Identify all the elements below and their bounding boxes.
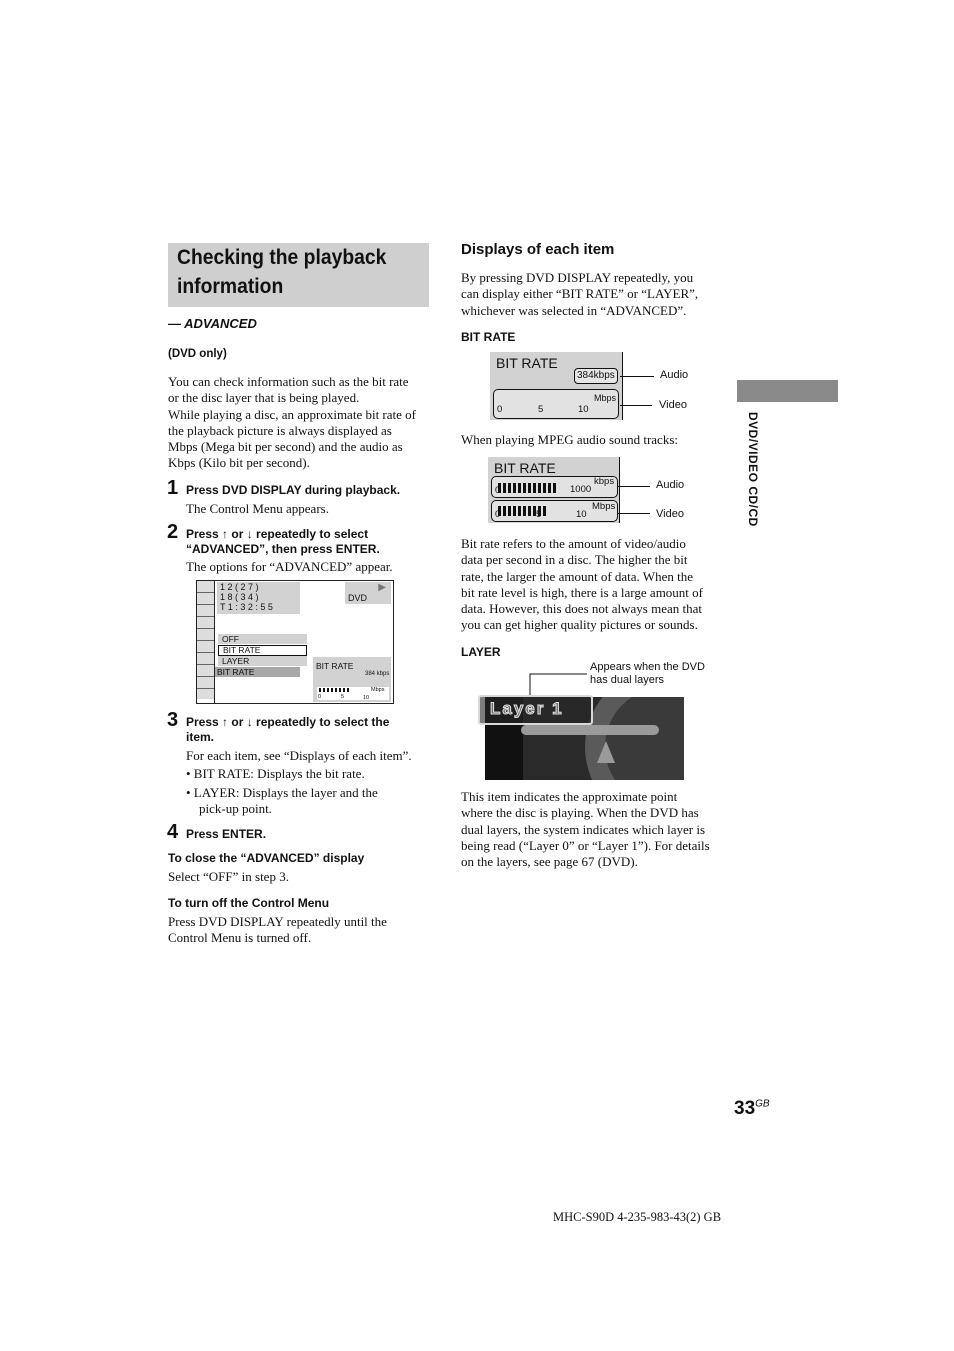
step-4-title: Press ENTER. — [186, 827, 267, 841]
layer-description: This item indicates the approximate point where the disc is playing. When the DVD has dual layers, the system indicates which layer is being read (“Layer 0” or “Layer 1”). For details on the layers, see page 67 (DVD). — [461, 789, 710, 870]
displays-heading: Displays of each item — [461, 241, 615, 258]
step-3-text: For each item, see “Displays of each item”. — [186, 748, 412, 763]
pickup-point-marker — [597, 741, 615, 763]
page-number: $33^{GB}$ — [734, 1098, 770, 1119]
layer-callout-note: Appears when the DVD has dual layers — [590, 661, 705, 686]
video-tick-10: 10 — [578, 404, 589, 415]
panel-tick-0: 0 — [318, 694, 322, 700]
panel-audio-value: 384 kbps — [365, 671, 390, 677]
section-subtitle: — ADVANCED — [168, 316, 257, 331]
playback-status: 1 2 ( 2 7 ) 1 8 ( 3 4 ) T 1 : 3 2 : 5 5 — [217, 582, 300, 614]
displays-intro: By pressing DVD DISPLAY repeatedly, you can display either “BIT RATE” or “LAYER”, whichever was selected in “ADVANCED”. — [461, 270, 699, 318]
video-tick-5: 5 — [538, 404, 544, 415]
audio-tick-0: 0 — [495, 485, 501, 496]
step-2-number: 2 — [167, 521, 179, 543]
step-3-number: 3 — [167, 709, 179, 731]
dvd-only-note: (DVD only) — [168, 348, 227, 360]
mpeg-display-title: BIT RATE — [494, 460, 556, 476]
section-title — [177, 243, 407, 301]
chapter-tab-bar — [737, 380, 838, 402]
disc-type-label: DVD — [348, 593, 368, 603]
menu-option-layer[interactable]: LAYER — [218, 656, 307, 666]
audio-bitrate-value: 384kbps — [574, 368, 618, 384]
menu-icon-column — [197, 581, 215, 703]
turn-off-heading: To turn off the Control Menu — [168, 896, 330, 910]
mpeg-audio-note: When playing MPEG audio sound tracks: — [461, 432, 678, 447]
audio-callout-line — [620, 376, 654, 377]
panel-meter-bars — [319, 688, 351, 692]
step-1-number: 1 — [167, 477, 179, 499]
bit-rate-display-title: BIT RATE — [496, 355, 558, 371]
layer-callout-line — [525, 668, 590, 698]
video-callout-label: Video — [659, 399, 687, 411]
video-callout-line-2 — [617, 513, 650, 514]
section-title-line-2: information — [177, 275, 284, 298]
step-2-title: Press ↑ or ↓ repeatedly to select “ADVANCED”, then press ENTER. — [186, 527, 380, 556]
selected-item-bar: BIT RATE — [215, 667, 300, 677]
bit-rate-description: Bit rate refers to the amount of video/audio data per second in a disc. The higher the bit rate, the larger the amount of data. When the bit rate level is high, there is a large amount of data. However, this does not always mean that you can get higher quality pictures or sounds. — [461, 536, 703, 633]
menu-option-off[interactable]: OFF — [218, 634, 307, 644]
close-display-heading: To close the “ADVANCED” display — [168, 851, 365, 865]
video-bitrate-meter — [493, 389, 619, 419]
menu-option-bit-rate[interactable]: BIT RATE — [218, 645, 307, 656]
video-tick-0: 0 — [497, 404, 503, 415]
panel-video-meter — [317, 687, 389, 700]
bit-rate-heading: BIT RATE — [461, 330, 516, 344]
play-icon: ▶ — [378, 582, 386, 593]
intro-paragraph: You can check information such as the bit rate or the disc layer that is being played. While playing a disc, an approximate bit rate of the playback picture is always displayed as Mbps (Mega bit per second) and the audio as Kbps (Kilo bit per second). — [168, 374, 416, 471]
disc-type-box — [345, 582, 391, 604]
bit-rate-panel-title: BIT RATE — [316, 661, 354, 671]
audio-meter-unit: kbps — [594, 476, 615, 487]
mpeg-bit-rate-display — [488, 457, 620, 523]
step-4-number: 4 — [167, 821, 179, 843]
audio-meter-bars — [498, 480, 558, 498]
bullet-bit-rate: • BIT RATE: Displays the bit rate. — [186, 766, 365, 781]
step-1-text: The Control Menu appears. — [186, 501, 329, 516]
audio-kbps-meter — [491, 476, 618, 498]
turn-off-text: Press DVD DISPLAY repeatedly until the Control Menu is turned off. — [168, 914, 387, 946]
step-1-title: Press DVD DISPLAY during playback. — [186, 483, 401, 497]
video-callout-label-2: Video — [656, 508, 684, 520]
video-mbps-meter — [491, 500, 618, 522]
bit-rate-display — [490, 352, 623, 420]
audio-callout-label: Audio — [660, 369, 689, 381]
close-display-text: Select “OFF” in step 3. — [168, 869, 289, 884]
video-tick-0-2: 0 — [495, 509, 501, 520]
layer-progress-track — [521, 725, 659, 735]
bullet-layer: • LAYER: Displays the layer and the pick-up point. — [186, 785, 378, 817]
model-footer: MHC-S90D 4-235-983-43(2) GB — [553, 1210, 722, 1224]
section-title-line-1: Checking the playback — [177, 246, 387, 269]
control-menu-screen — [196, 580, 394, 704]
step-2-text: The options for “ADVANCED” appear. — [186, 559, 393, 574]
layer-heading: LAYER — [461, 645, 501, 659]
panel-unit: Mbps — [371, 687, 385, 693]
panel-tick-10: 10 — [363, 695, 370, 701]
video-tick-10-2: 10 — [576, 509, 587, 520]
audio-callout-line-2 — [617, 486, 650, 487]
video-meter-unit: Mbps — [594, 393, 617, 403]
panel-tick-5: 5 — [341, 694, 345, 700]
video-tick-5-2: 5 — [536, 509, 542, 520]
bit-rate-panel — [313, 657, 391, 702]
step-3-title: Press ↑ or ↓ repeatedly to select the item. — [186, 715, 390, 744]
chapter-tab-label: DVD/VIDEO CD/CD — [746, 412, 760, 527]
page-suffix: GB — [755, 1098, 770, 1110]
layer-label: Layer 1 — [490, 699, 564, 718]
audio-tick-1000: 1000 — [570, 484, 592, 495]
video-callout-line — [620, 405, 652, 406]
video-meter-unit-2: Mbps — [592, 501, 616, 512]
audio-callout-label-2: Audio — [656, 479, 685, 491]
layer-label-box — [478, 695, 593, 725]
